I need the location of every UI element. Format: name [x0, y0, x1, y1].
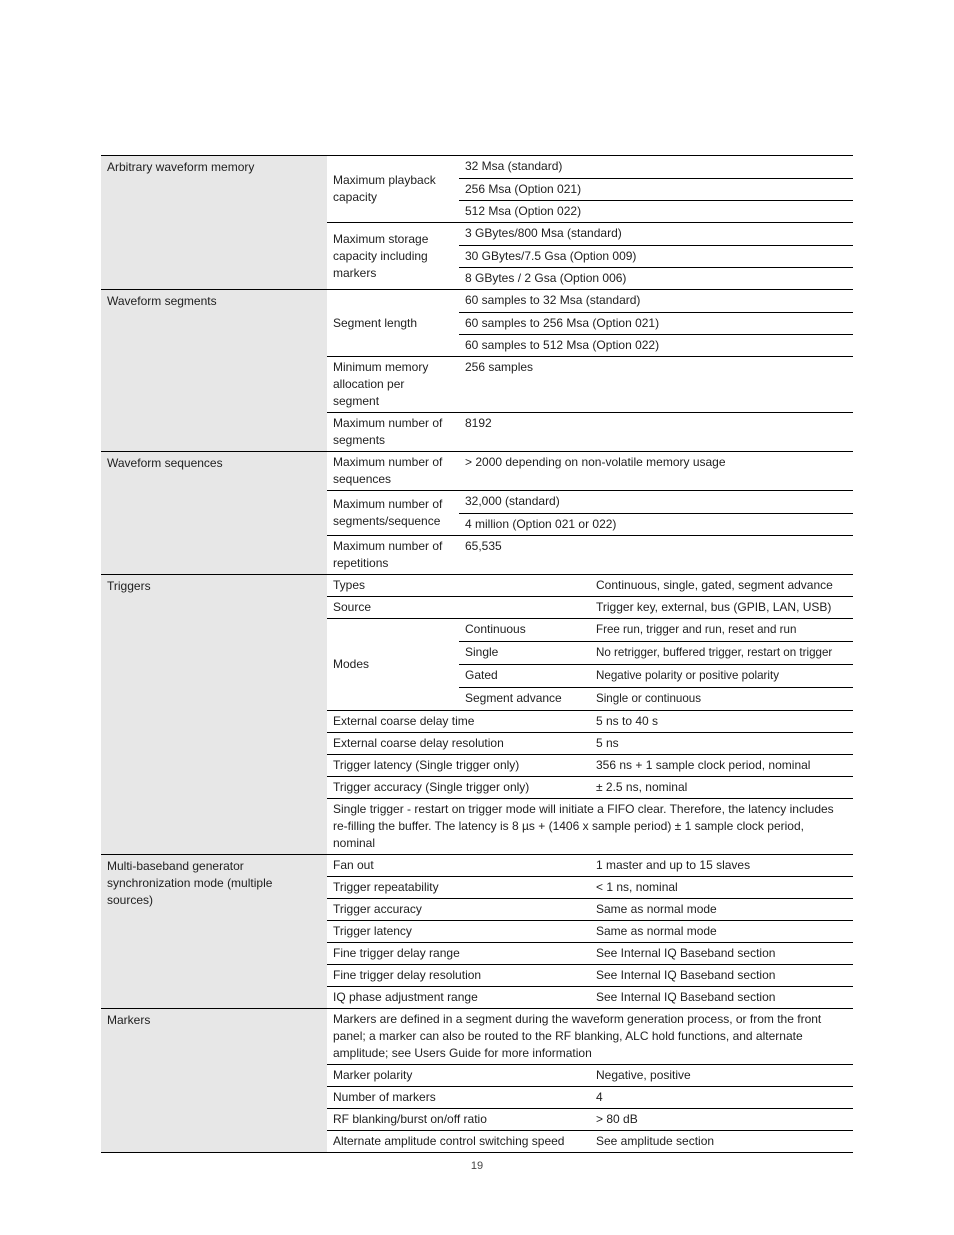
section-label: Markers	[101, 1009, 327, 1152]
param-label: Alternate amplitude control switching speed	[333, 1134, 565, 1148]
spec-row	[327, 222, 853, 289]
param-value: > 2000 depending on non-volatile memory usage	[465, 455, 726, 469]
param-label: Source	[333, 600, 372, 614]
page-number: 19	[470, 1160, 484, 1172]
param-value: 60 samples to 32 Msa (standard)	[465, 293, 641, 307]
param-label: Number of markers	[333, 1090, 436, 1104]
param-label: Maximum number of repetitions	[333, 539, 443, 570]
mode-desc: No retrigger, buffered trigger, restart on trigger	[596, 646, 833, 659]
spec-row	[327, 1130, 853, 1152]
param-label: Trigger accuracy	[333, 902, 422, 916]
section-markers	[101, 1008, 853, 1153]
spec-row	[327, 452, 853, 490]
mode-name: Single	[465, 645, 499, 659]
spec-row	[327, 290, 853, 356]
spec-row	[327, 776, 853, 798]
spec-row	[327, 710, 853, 732]
param-value: 5 ns	[596, 736, 619, 750]
param-value: See Internal IQ Baseband section	[596, 946, 776, 960]
section-label: Triggers	[101, 575, 327, 854]
section-triggers	[101, 574, 853, 854]
param-label: Fan out	[333, 858, 374, 872]
section-waveform-sequences	[101, 451, 853, 574]
param-label: Maximum number of segments	[333, 416, 443, 447]
param-value: 65,535	[465, 539, 502, 553]
param-label: IQ phase adjustment range	[333, 990, 478, 1004]
param-value: > 80 dB	[596, 1112, 638, 1126]
param-label: Maximum number of sequences	[333, 455, 443, 486]
param-value: 256 Msa (Option 021)	[459, 178, 853, 200]
param-label: Trigger accuracy (Single trigger only)	[333, 780, 530, 794]
spec-table	[101, 155, 853, 1153]
mode-name: Gated	[465, 668, 498, 682]
param-value: 8192	[465, 416, 492, 430]
section-label: Multi-baseband generator synchronization mode (multiple sources)	[101, 855, 327, 1008]
spec-row	[327, 964, 853, 986]
spec-row-note	[327, 798, 853, 854]
param-label: Fine trigger delay range	[333, 946, 460, 960]
mode-name: Continuous	[465, 622, 526, 636]
param-value: 4	[596, 1090, 603, 1104]
param-value: Negative, positive	[596, 1068, 691, 1082]
param-label: Maximum number of segments/sequence	[333, 497, 443, 528]
spec-row	[327, 898, 853, 920]
section-waveform-segments	[101, 289, 853, 451]
param-value: See Internal IQ Baseband section	[596, 968, 776, 982]
param-value: ± 2.5 ns, nominal	[596, 780, 688, 794]
spec-row	[327, 920, 853, 942]
mode-desc: Free run, trigger and run, reset and run	[596, 623, 797, 636]
param-value: 1 master and up to 15 slaves	[596, 858, 751, 872]
param-value: 32 Msa (standard)	[465, 159, 563, 173]
param-label: Marker polarity	[333, 1068, 413, 1082]
mode-row	[459, 619, 853, 641]
param-label: Maximum playback capacity	[333, 173, 436, 204]
section-arb-memory	[101, 155, 853, 289]
param-value: 3 GBytes/800 Msa (standard)	[465, 226, 622, 240]
mode-desc: Single or continuous	[596, 692, 702, 705]
param-value: 8 GBytes / 2 Gsa (Option 006)	[459, 267, 853, 289]
spec-row	[327, 596, 853, 618]
mode-row	[459, 664, 853, 687]
spec-row	[327, 490, 853, 535]
markers-note: Markers are defined in a segment during the waveform generation process, or from the front panel; a marker can also be routed to the RF blanking, ALC hold functions, and alternate amplitude; see Users Guide for more information	[333, 1012, 822, 1060]
param-value: See amplitude section	[596, 1134, 715, 1148]
param-value: 30 GBytes/7.5 Gsa (Option 009)	[459, 245, 853, 267]
section-label: Waveform sequences	[101, 452, 327, 574]
spec-row	[327, 876, 853, 898]
mode-row	[459, 687, 853, 710]
param-value: < 1 ns, nominal	[596, 880, 678, 894]
spec-row	[327, 1108, 853, 1130]
param-value: 60 samples to 256 Msa (Option 021)	[459, 312, 853, 334]
spec-row	[327, 1064, 853, 1086]
spec-row	[327, 855, 853, 876]
param-label: Modes	[333, 657, 370, 671]
spec-row	[327, 1086, 853, 1108]
param-label: Segment length	[333, 315, 418, 330]
param-value: 32,000 (standard)	[465, 494, 560, 508]
spec-row-modes	[327, 618, 853, 710]
spec-row-note	[327, 1009, 853, 1064]
param-value: 4 million (Option 021 or 022)	[459, 513, 853, 535]
section-label: Waveform segments	[101, 290, 327, 451]
section-label: Arbitrary waveform memory	[101, 156, 327, 289]
param-value: 356 ns + 1 sample clock period, nominal	[596, 758, 811, 772]
param-label: Trigger repeatability	[333, 880, 439, 894]
spec-row	[327, 986, 853, 1008]
param-value: 256 samples	[465, 360, 534, 374]
param-label: Types	[333, 578, 366, 592]
spec-row	[327, 412, 853, 451]
param-label: Trigger latency (Single trigger only)	[333, 758, 520, 772]
trigger-note: Single trigger - restart on trigger mode will initiate a FIFO clear. Therefore, the latency includes re-filling the buffer. The latency is 8 µs + (1406 x sample period) ± 1 sample clock period, nominal	[333, 802, 834, 850]
param-label: External coarse delay time	[333, 714, 475, 728]
param-label: Trigger latency	[333, 924, 412, 938]
spec-row	[327, 535, 853, 574]
param-value: Trigger key, external, bus (GPIB, LAN, USB)	[596, 600, 832, 614]
param-label: Minimum memory allocation per segment	[333, 360, 429, 408]
param-value: Same as normal mode	[596, 902, 717, 916]
spec-row	[327, 754, 853, 776]
param-label: RF blanking/burst on/off ratio	[333, 1112, 487, 1126]
mode-desc: Negative polarity or positive polarity	[596, 669, 780, 682]
spec-row	[327, 732, 853, 754]
param-label: Fine trigger delay resolution	[333, 968, 482, 982]
section-multi-baseband	[101, 854, 853, 1008]
mode-row	[459, 641, 853, 664]
spec-row	[327, 356, 853, 412]
param-value: 512 Msa (Option 022)	[459, 200, 853, 222]
mode-name: Segment advance	[465, 691, 562, 705]
spec-row	[327, 575, 853, 596]
param-value: 60 samples to 512 Msa (Option 022)	[459, 334, 853, 356]
param-value: See Internal IQ Baseband section	[596, 990, 776, 1004]
spec-row	[327, 156, 853, 222]
param-value: Same as normal mode	[596, 924, 717, 938]
param-label: External coarse delay resolution	[333, 736, 504, 750]
spec-row	[327, 942, 853, 964]
param-value: 5 ns to 40 s	[596, 714, 659, 728]
param-label: Maximum storage capacity including markers	[333, 231, 429, 280]
param-value: Continuous, single, gated, segment advance	[596, 578, 833, 592]
